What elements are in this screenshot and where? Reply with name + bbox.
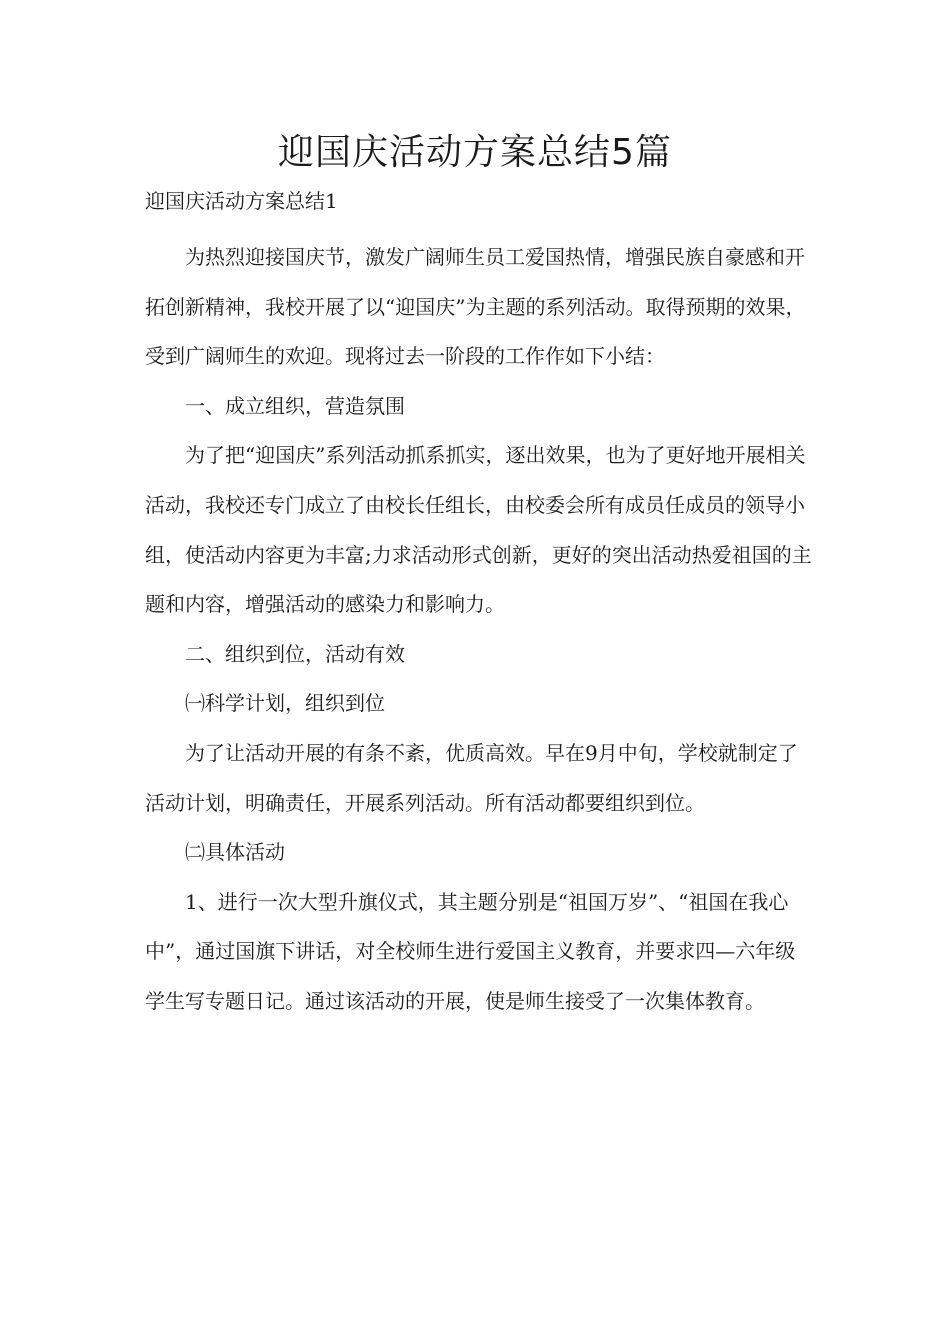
subsection-heading-2: ㈡具体活动 bbox=[185, 840, 285, 865]
paragraph-section-1: 为了把“迎国庆”系列活动抓系抓实，逐出效果，也为了更好地开展相关活动，我校还专门成立了由校长任组长，由校委会所有成员任成员的领导小组，使活动内容更为丰富;力求活动形式创新，更好的突出活动热爱祖国的主题和内容，增强活动的感染力和影响力。 bbox=[145, 443, 812, 617]
paragraph-activity-1: 1、进行一次大型升旗仪式，其主题分别是“祖国万岁”、“祖国在我心中”，通过国旗下讲话，对全校师生进行爱国主义教育，并要求四—六年级学生写专题日记。通过该活动的开展，使是师生接受了一次集体教育。 bbox=[145, 889, 796, 1013]
document-title: 迎国庆活动方案总结5篇 bbox=[278, 132, 672, 173]
section-heading-2: 二、组织到位，活动有效 bbox=[185, 641, 405, 666]
document-subtitle: 迎国庆活动方案总结1 bbox=[145, 189, 338, 213]
paragraph-subsection-1: 为了让活动开展的有条不紊，优质高效。早在9月中旬，学校就制定了活动计划，明确责任，开展系列活动。所有活动都要组织到位。 bbox=[145, 740, 798, 815]
document-body bbox=[145, 233, 815, 1027]
section-heading-1: 一、成立组织，营造氛围 bbox=[185, 393, 405, 418]
subsection-heading-1: ㈠科学计划，组织到位 bbox=[185, 691, 385, 716]
paragraph-intro: 为热烈迎接国庆节，激发广阔师生员工爱国热情，增强民族自豪感和开拓创新精神，我校开展了以“迎国庆”为主题的系列活动。取得预期的效果，受到广阔师生的欢迎。现将过去一阶段的工作作如下小结： bbox=[145, 245, 806, 369]
